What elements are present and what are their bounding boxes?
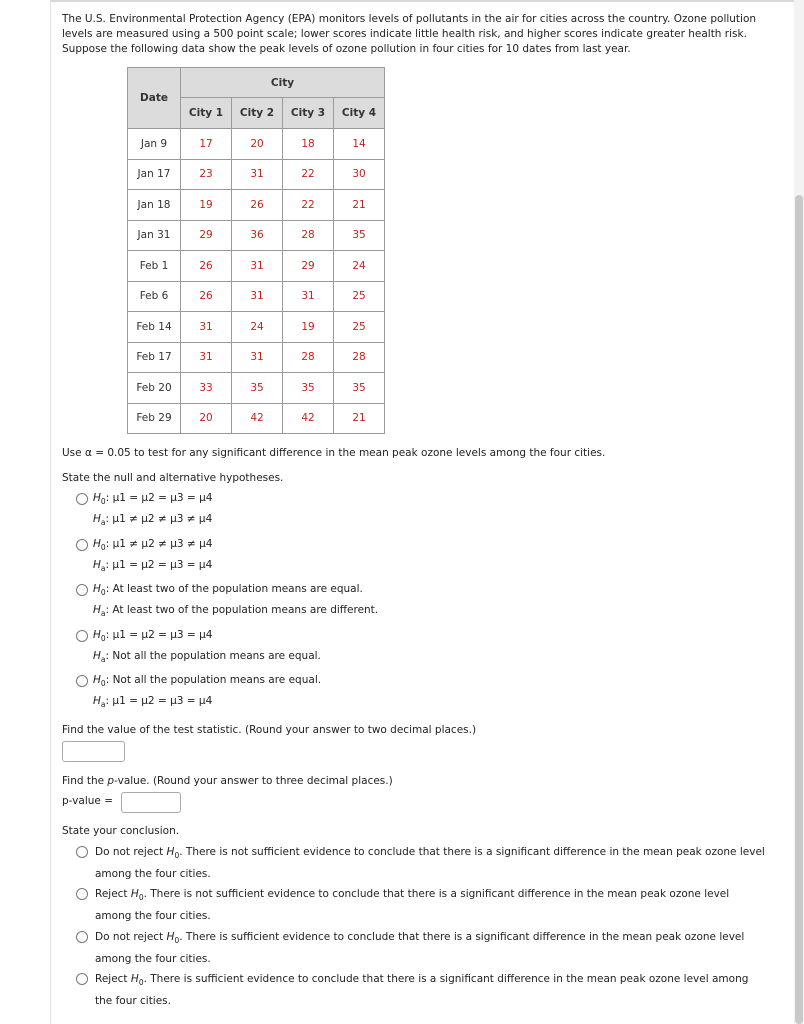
alt-hypothesis: $H_a$: μ1 = μ2 = μ3 = μ4 bbox=[93, 559, 213, 573]
ozone-value-cell: 24 bbox=[232, 312, 283, 343]
ozone-value-cell: 20 bbox=[181, 403, 232, 434]
radio-button[interactable] bbox=[76, 888, 88, 900]
radio-button[interactable] bbox=[76, 539, 88, 551]
ozone-value-cell: 25 bbox=[334, 281, 385, 312]
alt-hypothesis: $H_a$: μ1 = μ2 = μ3 = μ4 bbox=[93, 695, 213, 709]
null-hypothesis: $H_0$: μ1 = μ2 = μ3 = μ4 bbox=[93, 492, 213, 506]
date-header: Date bbox=[128, 68, 181, 129]
table-row bbox=[128, 373, 385, 404]
date-cell: Feb 29 bbox=[128, 403, 181, 434]
alt-hypothesis: $H_a$: μ1 ≠ μ2 ≠ μ3 ≠ μ4 bbox=[93, 513, 213, 527]
ozone-value-cell: 26 bbox=[181, 251, 232, 282]
table-row bbox=[128, 312, 385, 343]
p-value-label: p-value = bbox=[62, 795, 113, 807]
date-cell: Feb 14 bbox=[128, 312, 181, 343]
ozone-value-cell: 31 bbox=[232, 342, 283, 373]
table-row bbox=[128, 190, 385, 221]
ozone-value-cell: 36 bbox=[232, 220, 283, 251]
page-frame-top bbox=[50, 0, 804, 2]
hypotheses-prompt: State the null and alternative hypotheses. bbox=[62, 472, 284, 484]
radio-button[interactable] bbox=[76, 846, 88, 858]
table-row bbox=[128, 129, 385, 160]
null-hypothesis: $H_0$: μ1 = μ2 = μ3 = μ4 bbox=[93, 629, 213, 643]
ozone-value-cell: 35 bbox=[283, 373, 334, 404]
radio-button[interactable] bbox=[76, 931, 88, 943]
ozone-data-table-wrapper bbox=[127, 67, 385, 434]
date-cell: Jan 31 bbox=[128, 220, 181, 251]
ozone-value-cell: 19 bbox=[283, 312, 334, 343]
ozone-value-cell: 28 bbox=[283, 342, 334, 373]
table-row bbox=[128, 342, 385, 373]
ozone-value-cell: 35 bbox=[334, 220, 385, 251]
ozone-value-cell: 17 bbox=[181, 129, 232, 160]
null-hypothesis: $H_0$: μ1 ≠ μ2 ≠ μ3 ≠ μ4 bbox=[93, 538, 213, 552]
table-row bbox=[128, 220, 385, 251]
question-content: The U.S. Environmental Protection Agency (EPA) monitors levels of pollutants in the air for cities across the country. Ozone pollution levels are measured using a 500 point scale; lower scores indicate little health risk, and higher scores indicate greater health risk. Suppose the following data show the peak levels of ozone pollution in four cities for 10 dates from last year. Date City City 1 City 2 City 3 City 4 Jan 9 17 20 18 14 Jan 17 23 31 22 30 Jan 18 19 26 22 21 Jan 31 29 36 28 35 Feb 1 26 31 29 24 Feb 6 26 31 31 25 Feb 14 31 24 19 25 Feb 17 31 31 28 28 Feb 20 33 35 35 35 Feb 29 20 42 42 21 Use α = 0.05 to test for any significant difference in the mean peak ozone levels among the four cities. State the null and alternative hypotheses. $H_0$: μ1 = μ2 = μ3 = μ4 $H_a$: μ1 ≠ μ2 ≠ μ3 ≠ μ4 $H_0$: μ1 ≠ μ2 ≠ μ3 ≠ μ4 $H_a$: μ1 = μ2 = μ3 = μ4 $H_0$: At least two of the population means are equal. $H_a$: At least two of the population means are different. $H_0$: μ1 = μ2 = μ3 = μ4 $H_a$: Not all the population means are equal. $H_0$: Not all the population means are equal. $H_a$: μ1 = μ2 = μ3 = μ4 Find the value of the test statistic. (Round your answer to two decimal places.) Find the p-value. (Round your answer to three decimal places.) p-value = State your conclusion. Do not reject $H_0$. There is not sufficient evidence to conclude that there is a significant difference in the mean peak ozone level among the four cities. Reject $H_0$. There is not sufficient evidence to conclude that there is a significant difference in the mean peak ozone level among the four cities. Do not reject $H_0$. There is sufficient evidence to conclude that there is a significant difference in the mean peak ozone level among the four cities. Reject $H_0$. There is sufficient evidence to conclude that there is a significant difference in the mean peak ozone level among the four cities. bbox=[62, 12, 780, 58]
date-cell: Jan 9 bbox=[128, 129, 181, 160]
table-row bbox=[128, 251, 385, 282]
test-statistic-prompt: Find the value of the test statistic. (Round your answer to two decimal places.) bbox=[62, 724, 477, 736]
ozone-value-cell: 31 bbox=[181, 312, 232, 343]
null-hypothesis: $H_0$: At least two of the population means are equal. bbox=[93, 583, 363, 597]
ozone-value-cell: 19 bbox=[181, 190, 232, 221]
ozone-value-cell: 28 bbox=[283, 220, 334, 251]
city-header: City 3 bbox=[283, 98, 334, 129]
ozone-value-cell: 21 bbox=[334, 403, 385, 434]
ozone-value-cell: 22 bbox=[283, 190, 334, 221]
ozone-value-cell: 25 bbox=[334, 312, 385, 343]
alt-hypothesis: $H_a$: Not all the population means are equal. bbox=[93, 650, 321, 664]
p-value-input[interactable] bbox=[121, 792, 181, 813]
radio-button[interactable] bbox=[76, 493, 88, 505]
table-row bbox=[128, 281, 385, 312]
ozone-value-cell: 29 bbox=[283, 251, 334, 282]
radio-button[interactable] bbox=[76, 675, 88, 687]
ozone-value-cell: 18 bbox=[283, 129, 334, 160]
city-header: City 1 bbox=[181, 98, 232, 129]
ozone-value-cell: 24 bbox=[334, 251, 385, 282]
intro-text: The U.S. Environmental Protection Agency (EPA) monitors levels of pollutants in the air for cities across the country. Ozone pollution levels are measured using a 500 point scale; lower scores indicate little health risk, and higher scores indicate greater health risk. Suppose the following data show the peak levels of ozone pollution in four cities for 10 dates from last year. bbox=[62, 13, 757, 56]
ozone-data-table bbox=[127, 67, 385, 434]
date-cell: Feb 20 bbox=[128, 373, 181, 404]
ozone-value-cell: 31 bbox=[232, 159, 283, 190]
ozone-value-cell: 20 bbox=[232, 129, 283, 160]
city-group-header: City bbox=[181, 68, 385, 98]
p-value-prompt: Find the p-value. (Round your answer to three decimal places.) bbox=[62, 775, 393, 787]
table-row bbox=[128, 159, 385, 190]
scrollbar-track[interactable] bbox=[794, 0, 804, 1024]
page-frame-left bbox=[50, 0, 51, 1024]
date-cell: Feb 17 bbox=[128, 342, 181, 373]
test-instruction: Use α = 0.05 to test for any significant difference in the mean peak ozone levels among the four cities. bbox=[62, 447, 606, 459]
ozone-value-cell: 29 bbox=[181, 220, 232, 251]
alt-hypothesis: $H_a$: At least two of the population means are different. bbox=[93, 604, 379, 618]
date-cell: Jan 18 bbox=[128, 190, 181, 221]
radio-button[interactable] bbox=[76, 584, 88, 596]
date-cell: Jan 17 bbox=[128, 159, 181, 190]
ozone-value-cell: 21 bbox=[334, 190, 385, 221]
ozone-value-cell: 31 bbox=[232, 281, 283, 312]
ozone-value-cell: 30 bbox=[334, 159, 385, 190]
conclusion-prompt: State your conclusion. bbox=[62, 825, 180, 837]
ozone-value-cell: 33 bbox=[181, 373, 232, 404]
ozone-value-cell: 42 bbox=[232, 403, 283, 434]
city-header: City 2 bbox=[232, 98, 283, 129]
radio-button[interactable] bbox=[76, 973, 88, 985]
date-cell: Feb 6 bbox=[128, 281, 181, 312]
ozone-value-cell: 28 bbox=[334, 342, 385, 373]
ozone-value-cell: 35 bbox=[334, 373, 385, 404]
test-statistic-input[interactable] bbox=[62, 741, 125, 762]
null-hypothesis: $H_0$: Not all the population means are equal. bbox=[93, 674, 322, 688]
table-body bbox=[128, 129, 385, 434]
ozone-value-cell: 26 bbox=[181, 281, 232, 312]
ozone-value-cell: 23 bbox=[181, 159, 232, 190]
scrollbar-thumb[interactable] bbox=[795, 195, 803, 1024]
ozone-value-cell: 35 bbox=[232, 373, 283, 404]
ozone-value-cell: 31 bbox=[232, 251, 283, 282]
ozone-value-cell: 26 bbox=[232, 190, 283, 221]
ozone-value-cell: 31 bbox=[181, 342, 232, 373]
date-cell: Feb 1 bbox=[128, 251, 181, 282]
radio-button[interactable] bbox=[76, 630, 88, 642]
ozone-value-cell: 22 bbox=[283, 159, 334, 190]
table-row bbox=[128, 403, 385, 434]
ozone-value-cell: 14 bbox=[334, 129, 385, 160]
ozone-value-cell: 31 bbox=[283, 281, 334, 312]
ozone-value-cell: 42 bbox=[283, 403, 334, 434]
city-header: City 4 bbox=[334, 98, 385, 129]
